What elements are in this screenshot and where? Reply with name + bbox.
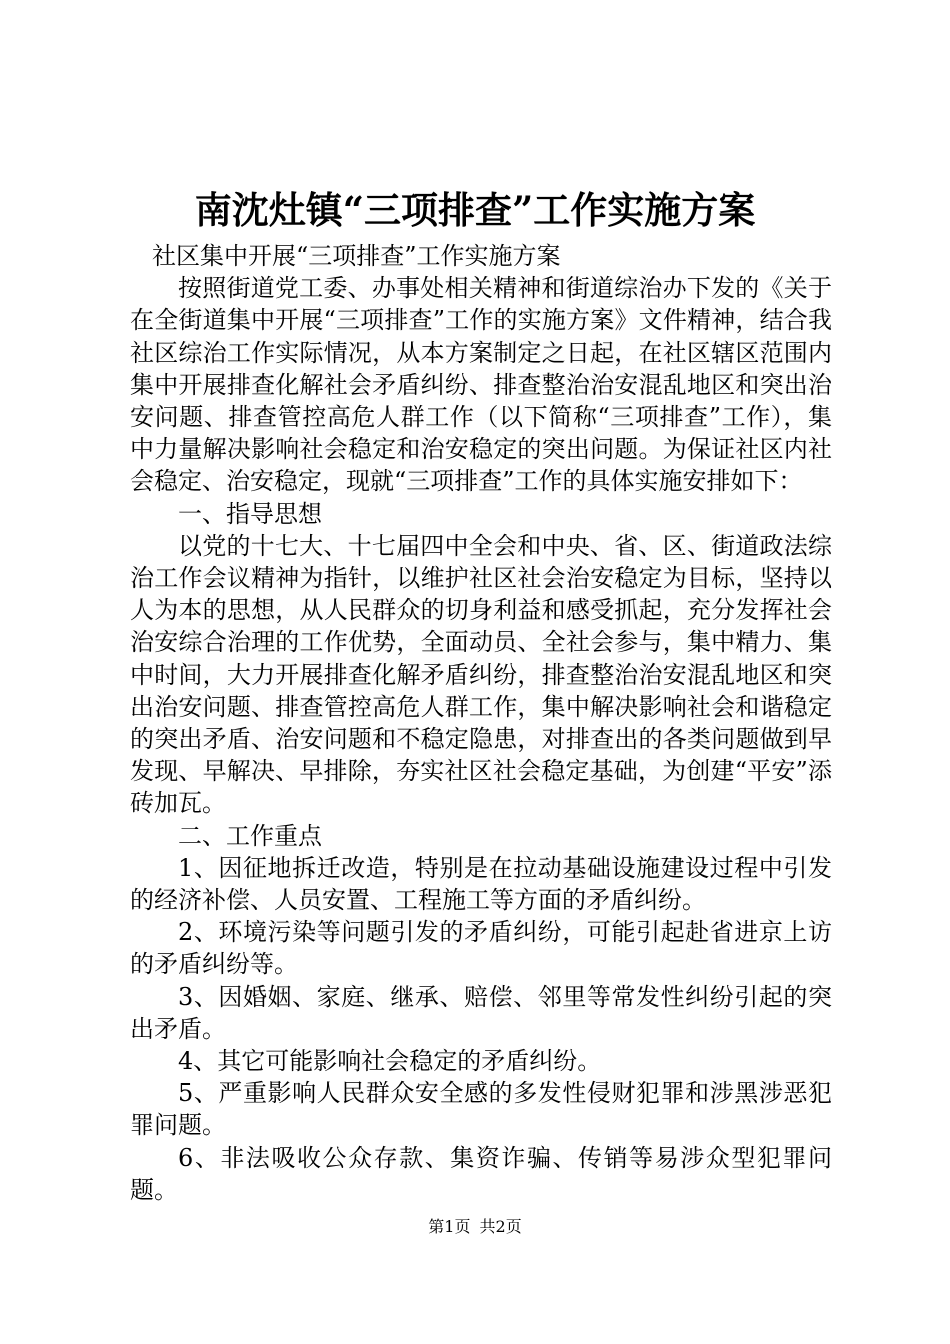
document-title: 南沈灶镇“三项排查”工作实施方案 xyxy=(194,188,756,232)
section-heading-work-focus: 二、工作重点 xyxy=(178,821,322,850)
document-subtitle: 社区集中开展“三项排查”工作实施方案 xyxy=(152,242,561,270)
guiding-ideology-paragraph: 以党的十七大、十七届四中全会和中央、省、区、街道政法综治工作会议精神为指针，以维护社区社会治安稳定为目标，坚持以人为本的思想，从人民群众的切身利益和感受抓起，充分发挥社会治安综合治理的工作优势，全面动员、全社会参与，集中精力、集中时间，大力开展排查化解矛盾纠纷，排查整治治安混乱地区和突出治安问题、排查管控高危人群工作，集中解决影响社会和谐稳定的突出矛盾、治安问题和不稳定隐患，对排查出的各类问题做到早发现、早解决、早排除，夯实社区社会稳定基础，为创建“平安”添砖加瓦。 xyxy=(130,531,832,818)
work-focus-item-3: 3、因婚姻、家庭、继承、赔偿、邻里等常发性纠纷引起的突出矛盾。 xyxy=(130,982,832,1043)
work-focus-item-4: 4、其它可能影响社会稳定的矛盾纠纷。 xyxy=(178,1047,602,1076)
intro-paragraph: 按照街道党工委、办事处相关精神和街道综治办下发的《关于在全街道集中开展“三项排查”工作的实施方案》文件精神，结合我社区综治工作实际情况，从本方案制定之日起，在社区辖区范围内集中开展排查化解社会矛盾纠纷、排查整治治安混乱地区和突出治安问题、排查管控高危人群工作（以下简称“三项排查”工作），集中力量解决影响社会稳定和治安稳定的突出问题。为保证社区内社会稳定、治安稳定，现就“三项排查”工作的具体实施安排如下： xyxy=(130,274,832,496)
section-heading-guiding-ideology: 一、指导思想 xyxy=(178,499,322,528)
document-body xyxy=(130,240,832,1206)
page-number: 第1页 xyxy=(428,1217,471,1236)
work-focus-item-2: 2、环境污染等问题引发的矛盾纠纷，可能引起赴省进京上访的矛盾纠纷等。 xyxy=(130,918,832,979)
page-footer xyxy=(0,1216,950,1238)
work-focus-item-1: 1、因征地拆迁改造，特别是在拉动基础设施建设过程中引发的经济补偿、人员安置、工程施工等方面的矛盾纠纷。 xyxy=(130,853,832,915)
work-focus-item-5: 5、严重影响人民群众安全感的多发性侵财犯罪和涉黑涉恶犯罪问题。 xyxy=(130,1079,832,1140)
page-total: 共2页 xyxy=(479,1217,522,1236)
work-focus-item-6: 6、非法吸收公众存款、集资诈骗、传销等易涉众型犯罪问题。 xyxy=(130,1143,832,1204)
